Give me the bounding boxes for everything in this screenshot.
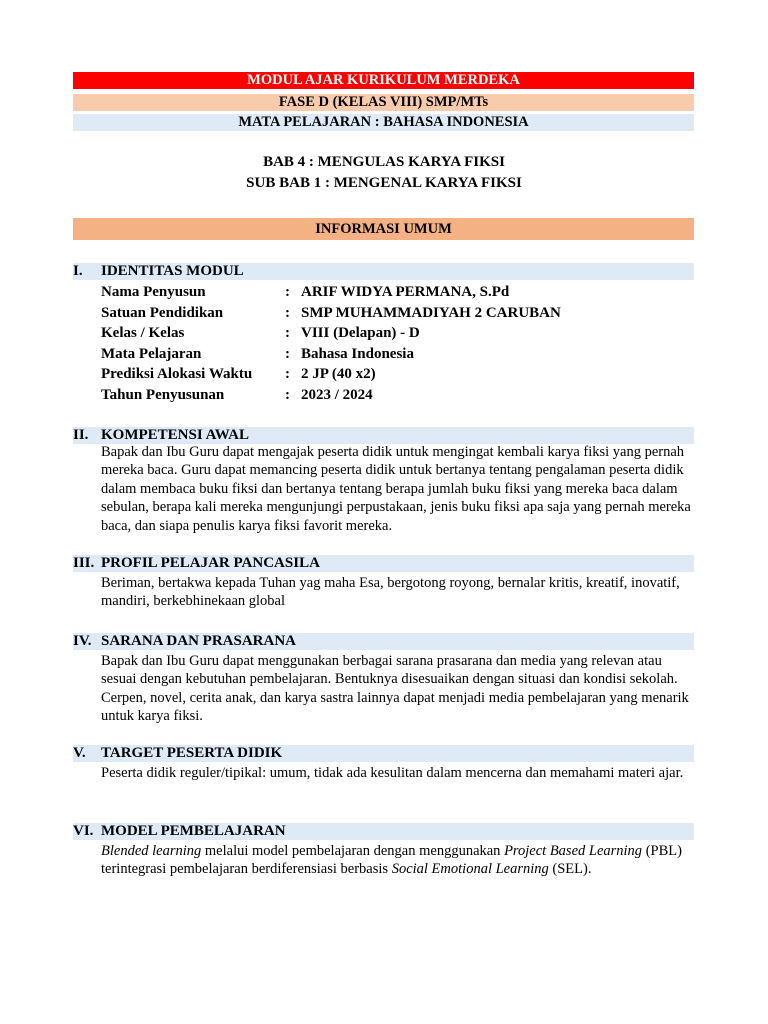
model-text-part: melalui model pembelajaran dengan menggunakan — [201, 843, 505, 859]
model-text-part: (SEL). — [548, 861, 592, 878]
target-peserta-text: Peserta didik reguler/tipikal: umum, tidak ada kesulitan dalam mencerna dan memahami materi ajar. — [101, 765, 684, 781]
identity-value: 2 JP (40 x2) — [301, 366, 376, 382]
identity-key: Tahun Penyusunan — [101, 387, 225, 403]
identity-colon: : — [285, 325, 290, 341]
identity-row — [101, 303, 661, 323]
section-number: IV. — [73, 633, 92, 649]
section-number: VI. — [73, 823, 94, 839]
section-label: MODEL PEMBELAJARAN — [101, 823, 286, 839]
general-info-band: INFORMASI UMUM — [73, 218, 694, 240]
identity-value: ARIF WIDYA PERMANA, S.Pd — [301, 284, 510, 300]
section-label: TARGET PESERTA DIDIK — [101, 745, 283, 761]
header-band-module: MODUL AJAR KURIKULUM MERDEKA — [73, 72, 694, 89]
identity-colon: : — [285, 346, 290, 362]
identity-key: Mata Pelajaran — [101, 346, 202, 362]
section-target-peserta-didik — [73, 745, 694, 762]
identity-row — [101, 364, 661, 384]
identity-value: Bahasa Indonesia — [301, 346, 414, 362]
pbl-term: Project Based Learning — [504, 843, 643, 859]
section-number: V. — [73, 745, 86, 761]
identity-colon: : — [285, 284, 290, 300]
identity-key: Prediksi Alokasi Waktu — [101, 366, 253, 382]
section-label: SARANA DAN PRASARANA — [101, 633, 297, 649]
chapter-title: BAB 4 : MENGULAS KARYA FIKSI — [263, 154, 505, 170]
section-sarana-prasarana — [73, 633, 694, 650]
section-label: KOMPETENSI AWAL — [101, 427, 249, 443]
subchapter-title: SUB BAB 1 : MENGENAL KARYA FIKSI — [246, 175, 522, 191]
model-text-part: (PBL) terintegrasi pembelajaran berdiferensiasi berbasis — [101, 843, 682, 878]
blended-learning-term: Blended learning — [101, 843, 202, 859]
section-kompetensi-awal — [73, 427, 694, 444]
sarana-prasarana-text: Bapak dan Ibu Guru dapat menggunakan berbagai sarana prasarana dan media yang relevan atau sesuai dengan kebutuhan pembelajaran. Bentuknya disesuaikan dengan situasi dan kondisi sekolah. Cerpen, novel, cerita anak, dan karya sastra lainnya dapat menjadi media pembelajaran yang menarik untuk karya fiksi. — [101, 653, 689, 725]
identity-key: Nama Penyusun — [101, 284, 206, 300]
identity-row — [101, 323, 661, 343]
header-band-subject: MATA PELAJARAN : BAHASA INDONESIA — [73, 114, 694, 131]
identity-value: VIII (Delapan) - D — [301, 325, 420, 341]
identity-colon: : — [285, 305, 290, 321]
identity-row — [101, 344, 661, 364]
section-label: PROFIL PELAJAR PANCASILA — [101, 555, 320, 571]
identity-row — [101, 385, 661, 405]
section-number: III. — [73, 555, 95, 571]
identity-row — [101, 282, 661, 302]
section-model-pembelajaran — [73, 823, 694, 840]
section-profil-pelajar-pancasila — [73, 555, 694, 572]
section-label: IDENTITAS MODUL — [101, 263, 244, 279]
identity-value: 2023 / 2024 — [301, 387, 373, 403]
identity-colon: : — [285, 366, 290, 382]
model-pembelajaran-text — [101, 842, 699, 879]
identity-key: Satuan Pendidikan — [101, 305, 224, 321]
identity-key: Kelas / Kelas — [101, 325, 185, 341]
identity-colon: : — [285, 387, 290, 403]
kompetensi-awal-text: Bapak dan Ibu Guru dapat mengajak peserta didik untuk mengingat kembali karya fiksi yang pernah mereka baca. Guru dapat memancing peserta didik untuk bertanya tentang pengalaman peserta didik dalam membaca buku fiksi dan bertanya tentang berapa jumlah buku fiksi yang mereka baca dalam sebulan, berapa kali mereka mengunjungi perpustakaan, jenis buku fiksi apa saja yang pernah mereka baca, dan siapa penulis karya fiksi favorit mereka. — [101, 444, 691, 534]
sel-term: Social Emotional Learning — [391, 861, 549, 878]
identity-value: SMP MUHAMMADIYAH 2 CARUBAN — [301, 305, 561, 321]
section-identitas-modul — [73, 263, 694, 280]
header-band-phase: FASE D (KELAS VIII) SMP/MTs — [73, 94, 694, 111]
section-number: II. — [73, 427, 89, 443]
profil-pelajar-text: Beriman, bertakwa kepada Tuhan yag maha Esa, bergotong royong, bernalar kritis, kreatif, inovatif, mandiri, berkebhinekaan global — [101, 575, 680, 610]
section-number: I. — [73, 263, 83, 279]
